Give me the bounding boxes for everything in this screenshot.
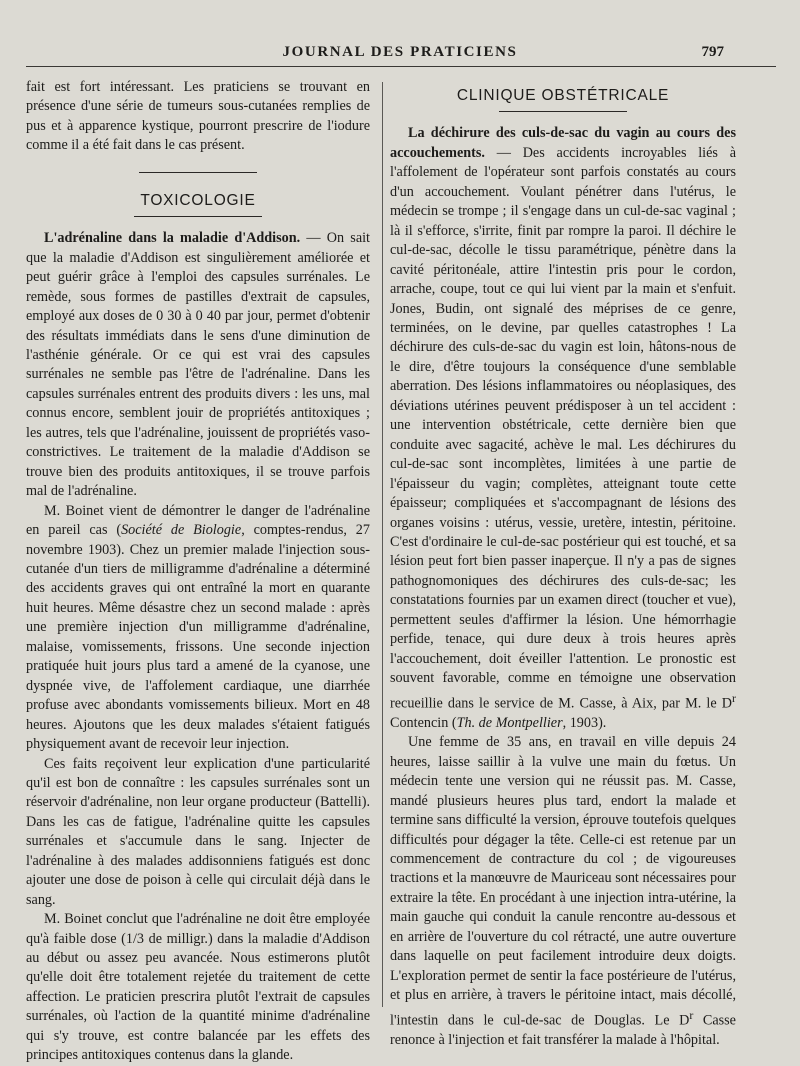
article-adrenaline-intro <box>26 229 370 501</box>
section-separator <box>139 172 257 173</box>
citation-reference: Th. de Montpellier <box>456 714 563 731</box>
right-column <box>390 78 736 1050</box>
paragraph-text: Contencin ( <box>390 714 457 731</box>
paragraph-text: , comptes-rendus, 27 novembre 1903). Chez un premier malade l'injection sous-cutanée d'un tiers de milligramme d'adrénaline a déterminé des accidents graves qui ont entraîné la mort en quarante huit heures. Même désastre chez un second malade : après une première injection d'un milligramme d'adrénaline, malaise, vomissements, frissons. Une seconde injection pratiquée huit jours plus tard a amené de la cyanose, une dyspnée vive, de l'affolement cardiaque, une diarrhée profuse avec abondants vomissements bilieux. Mort en 48 heures. Ajoutons que les deux malades s'étaient fatigués physiquement avant de recevoir leur injection. <box>26 522 370 753</box>
paragraph-text: — Des accidents incroyables liés à l'affolement de l'opérateur sont parfois constatés au cours d'un accouchement. Voulant pénétrer dans l'utérus, le médecin se trompe ; il s'engage dans un cul-de-sac vaginal ; là il s'efforce, s'irrite, finit par rompre la paroi. Il déchire le cul-de-sac, décolle le tissu paramétrique, pénètre dans la cavité péritonéale, attire l'intestin pris pour le cordon, arrache, coupe, tout ce qui lui vient par la main et s'enfuit. Jones, Budin, ont signalé des méprises de ce genre, terminées, on le devine, par quelles catastrophes ! La déchirure des culs-de-sac du vagin est loin, hâtons-nous de le dire, d'être toujours la conséquence d'une semblable aberration. Des lésions inflammatoires ou néoplasiques, des déviations utérines peuvent prédisposer à un tel accident : une intervention obstétricale, cette dernière bien que conduite avec sagacité, achève le mal. Les déchirures du cul-de-sac sont incomplètes, limitées à une partie de l'épaisseur du vagin; complètes, atteignant toute cette épaisseur; compliquées et s'accompagnant de lésions des organes voisins : utérus, vessie, uretère, intestin, péritoine. C'est d'ordinaire le cul-de-sac postérieur qui est touché, et sa lésion peut fort bien passer inaperçue. Il n'y a pas de signes pathognomoniques des déchirures des culs-de-sac; les constatations fournies par un examen direct (toucher et vue), permettent seules d'affirmer la lésion. Une hémorrhagie perfide, tenace, qui dure deux à trois heures après l'accouchement, doit éveiller l'attention. Le pronostic est souvent favorable, comme en témoigne une observation recueillie dans le service de M. Casse, à Aix, par M. le D <box>390 144 736 712</box>
page-number: 797 <box>701 44 724 60</box>
article-title-adrenaline: L'adrénaline dans la maladie d'Addison. <box>44 230 301 247</box>
citation-reference: Société de Biologie <box>121 522 242 539</box>
section-underline <box>134 216 262 217</box>
paragraph-text: , 1903). <box>562 714 607 731</box>
paragraph-explication: Ces faits reçoivent leur explication d'une particularité qu'il est bon de connaître : les capsules surrénales sont un réservoir d'adrénaline, non leur organe producteur (Battelli). Dans les cas de fatigue, l'adrénaline quitte les capsules surrénales et s'accumule dans le sang. Injecter de l'adrénaline à des malades addisonniens fatigués est donc ajouter une dose de poison à celle qui circulait déjà dans le sang. <box>26 755 370 908</box>
superscript: r <box>689 1007 694 1022</box>
section-heading-toxicologie: TOXICOLOGIE <box>140 191 256 209</box>
article-dechirure-intro <box>390 124 736 733</box>
section-underline <box>499 111 627 112</box>
paragraph-text: M. Boinet vient de démontrer le danger de l'adrénaline en pareil cas ( <box>26 502 370 539</box>
paragraph-boinet <box>26 502 370 755</box>
paragraph-observation <box>390 733 736 1050</box>
superscript: r <box>732 690 736 705</box>
left-column <box>26 78 370 1066</box>
article-title-dechirure: La déchirure des culs-de-sac du vagin au cours des accouchements. <box>390 125 736 161</box>
continuation-paragraph: fait est fort intéressant. Les praticiens se trouvant en présence d'une série de tumeurs sous-cutanées remplies de pus et à apparence kystique, pourront prescrire de l'iodure comme il a été fait dans le cas présent. <box>26 79 370 154</box>
paragraph-conclusion: M. Boinet conclut que l'adrénaline ne doit être employée qu'à faible dose (1/3 de milligr.) dans la maladie d'Addison au début ou assez peu avancée. Nous estimerons plutôt qu'elle doit être totalement rejetée du traitement de cette affection. Le praticien prescrira plutôt l'extrait de capsules surrénales, où l'action de la quantité minime d'adrénaline qui s'y trouve, est contre balancée par les effets des principes antitoxiques contenus dans la glande. <box>26 911 370 1064</box>
journal-title: JOURNAL DES PRATICIENS <box>282 44 518 60</box>
column-divider <box>382 82 383 1007</box>
paragraph-text: Une femme de 35 ans, en travail en ville depuis 24 heures, laisse saillir à la vulve une main du fœtus. Un médecin tente une version qui ne réussit pas. M. Casse, mandé plusieurs heures plus tard, endort la malade et termine sans difficulté la version, éprouve toutefois quelques difficultés pour dégager la tête. Celle-ci est retenue par un commencement de contracture du col ; de vigoureuses tractions et la manœuvre de Mauriceau sont nécessaires pour extraire la tête. En procédant à une injection intra-utérine, la main gauche qui conduit la canule rencontre au-dessous et en arrière de l'ouverture du col rétracté, une autre ouverture dans laquelle on peut facilement introduire deux doigts. L'exploration permet de sentir la face postérieure de l'utérus, et plus en arrière, à travers le péritoine intact, mais décollé, l'intestin dans le cul-de-sac de Douglas. Le D <box>390 734 736 1029</box>
header-rule <box>26 66 776 67</box>
paragraph-text: — On sait que la maladie d'Addison est singulièrement améliorée et peut guérir grâce à l'emploi des capsules surrénales. Le remède, sous formes de pastilles d'extrait de capsules, employé aux doses de 0 30 à 0 40 par jour, permet d'obtenir des résultats immédiats dans le sens d'une diminution de l'asthénie générale. Or ce qui est vrai des capsules surrénales ne semble pas l'être de l'adrénaline. Dans les capsules surrénales entrent des produits divers : les uns, mal connus encore, semblent jouir de propriétés antitoxiques ; les autres, tels que l'adrénaline, jouissent de propriétés vaso-constrictives. Le traitement de la maladie d'Addison se trouve bien des produits antitoxiques, il se trouve parfois mal de l'adrénaline. <box>26 230 370 500</box>
paragraph-text: Casse renonce à l'injection et fait transférer la malade à l'hôpital. <box>390 1012 736 1048</box>
running-head <box>0 42 800 66</box>
section-heading-clinique: CLINIQUE OBSTÉTRICALE <box>456 87 670 104</box>
